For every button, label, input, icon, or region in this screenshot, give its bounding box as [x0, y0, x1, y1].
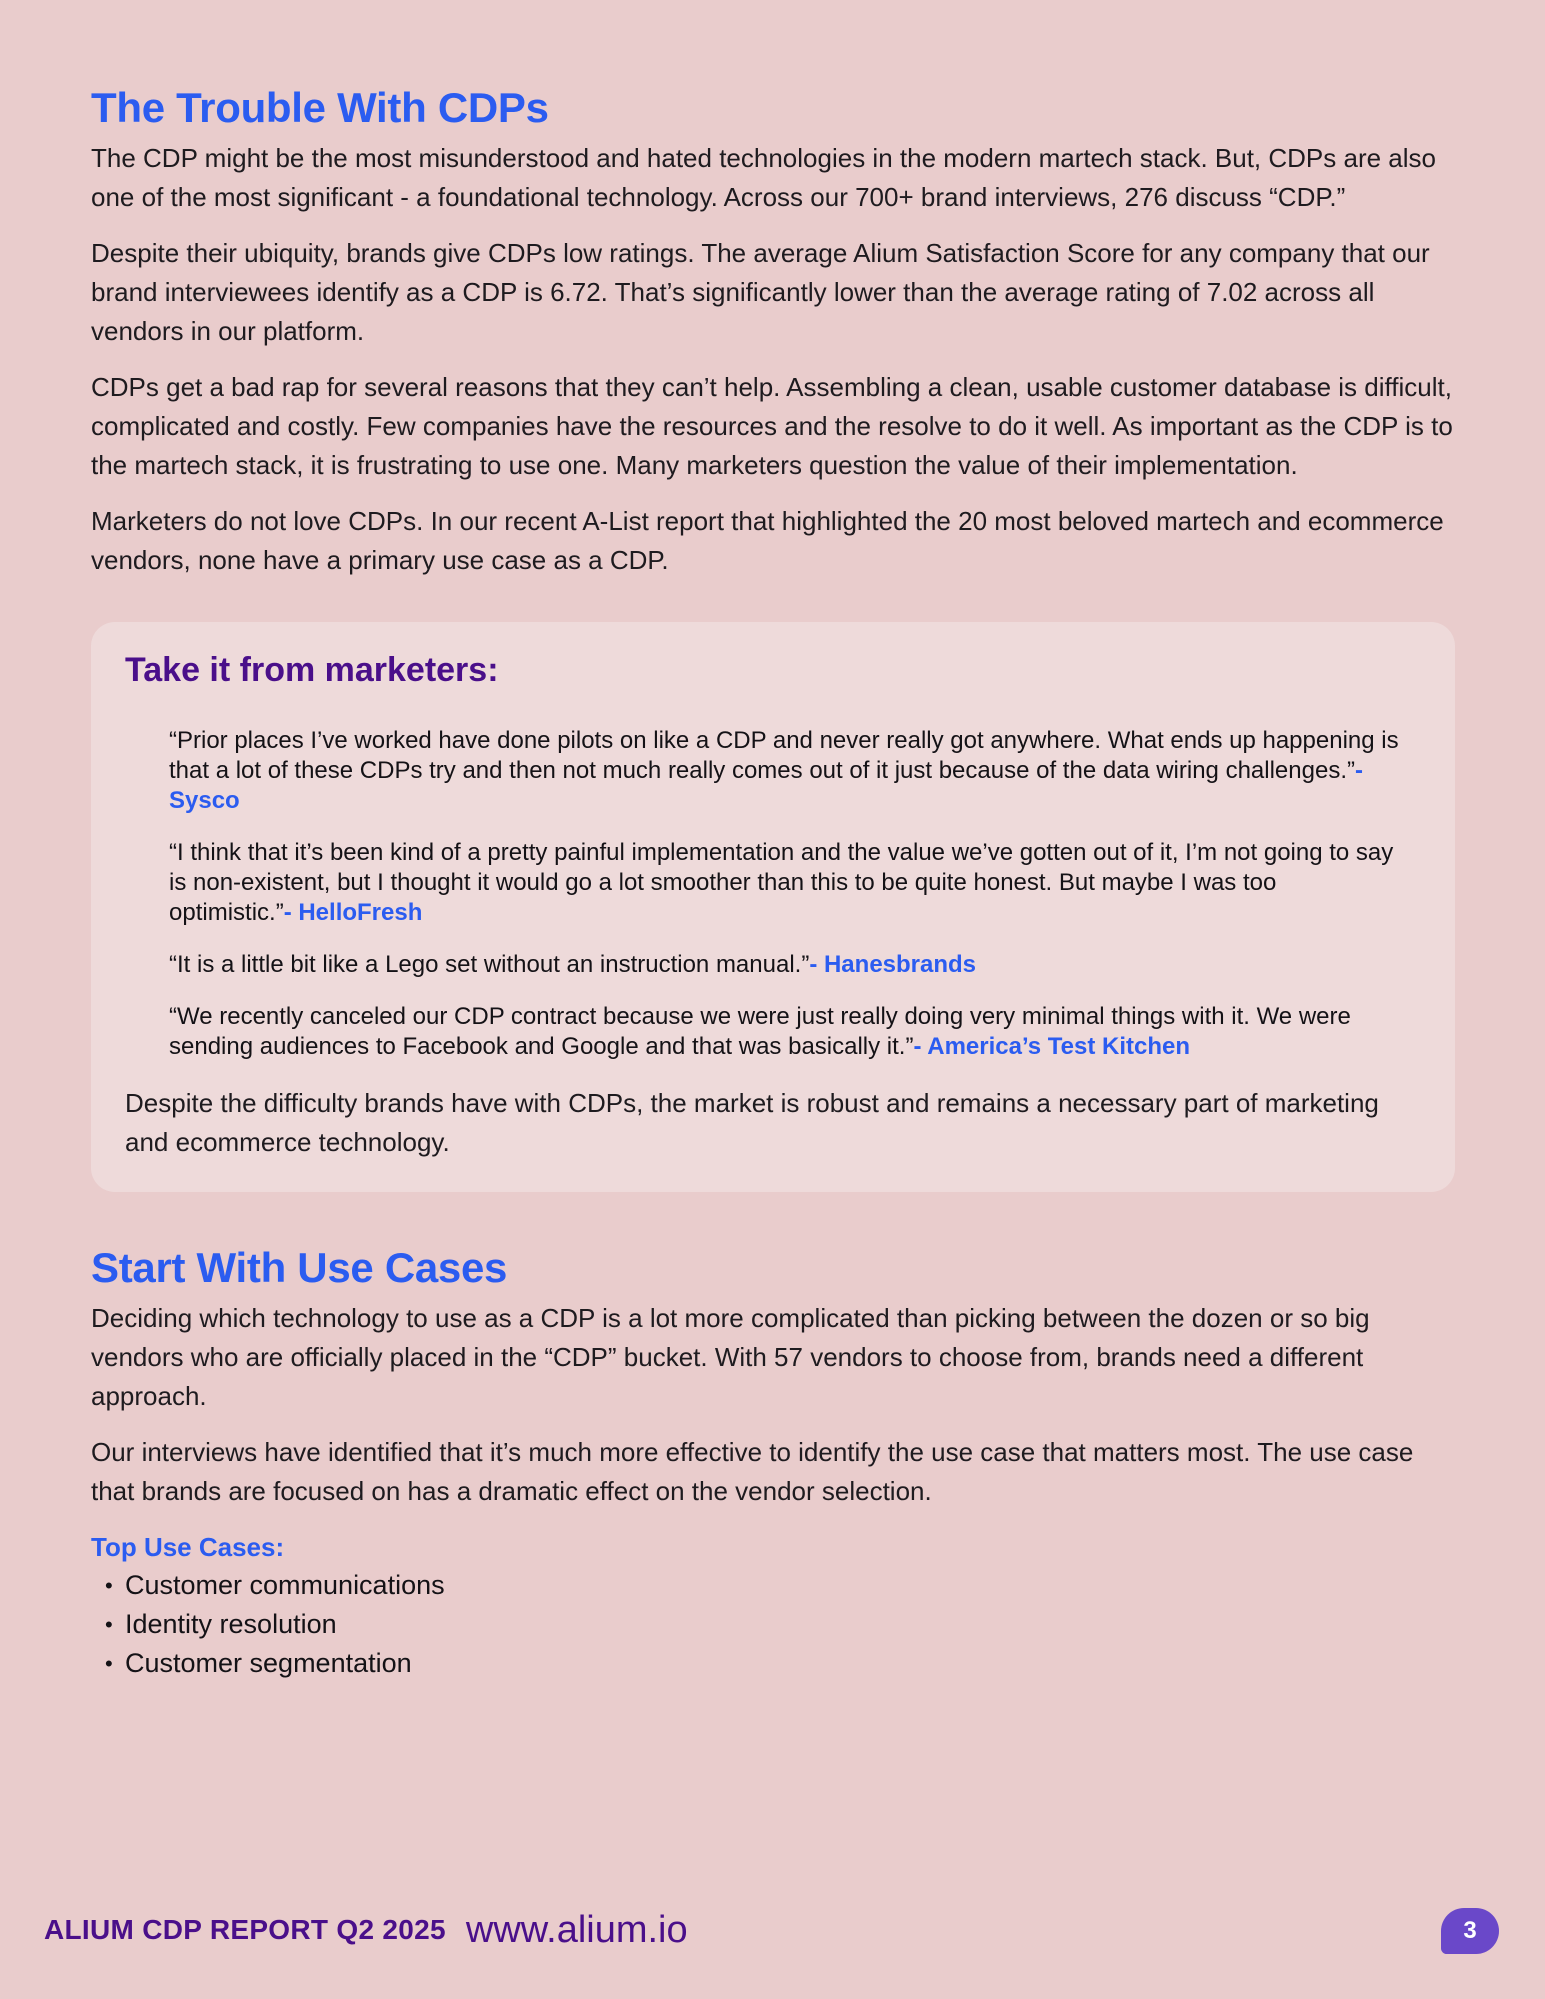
- section-heading: The Trouble With CDPs: [91, 84, 549, 131]
- report-title: ALIUM CDP REPORT Q2 2025: [44, 1914, 446, 1945]
- page-footer: [44, 1900, 1499, 1960]
- quote-text: “We recently canceled our CDP contract because we were just really doing very minimal things with it. We were sending audiences to Facebook and Google and that was basically it.”: [169, 1003, 1351, 1060]
- quote-source: - Hanesbrands: [809, 951, 977, 978]
- body-paragraph: Our interviews have identified that it’s much more effective to identify the use case that matters most. The use case that brands are focused on has a dramatic effect on the vendor selection.: [91, 1437, 1414, 1506]
- callout-closing-paragraph: Despite the difficulty brands have with CDPs, the market is robust and remains a necessary part of marketing and ecommerce technology.: [125, 1088, 1379, 1157]
- section-start-with-use-cases: [91, 1240, 1455, 1683]
- list-item: [91, 1605, 1455, 1644]
- body-paragraph: Deciding which technology to use as a CDP is a lot more complicated than picking between the dozen or so big vendors who are officially placed in the “CDP” bucket. With 57 vendors to choose from, brands need a different approach.: [91, 1303, 1370, 1411]
- quote-text: “I think that it’s been kind of a pretty painful implementation and the value we’ve gotten out of it, I’m not going to say is non-existent, but I thought it would go a lot smoother than this to be quite honest. But maybe I was too optimistic.”: [169, 839, 1394, 926]
- list-item-text: Customer segmentation: [125, 1648, 412, 1678]
- quote-source: - America’s Test Kitchen: [913, 1033, 1190, 1060]
- bullet-icon: •: [105, 1651, 113, 1676]
- use-cases-list: [91, 1566, 1455, 1683]
- document-page: [91, 80, 1455, 1683]
- quote: [169, 726, 1401, 816]
- body-paragraph: CDPs get a bad rap for several reasons that they can’t help. Assembling a clean, usable customer database is difficult, complicated and costly. Few companies have the resources and the resolve to do it well. As important as the CDP is to the martech stack, it is frustrating to use one. Many marketers question the value of their implementation.: [91, 372, 1453, 480]
- body-paragraph: Marketers do not love CDPs. In our recent A-List report that highlighted the 20 most beloved martech and ecommerce vendors, none have a primary use case as a CDP.: [91, 506, 1444, 575]
- bullet-icon: •: [105, 1573, 113, 1598]
- callout-heading: Take it from marketers:: [125, 651, 499, 689]
- quote-source: - Sysco: [169, 757, 1363, 814]
- quote-source: - HelloFresh: [283, 899, 423, 926]
- quote-list: [125, 726, 1421, 1062]
- page-number-badge: 3: [1441, 1908, 1499, 1954]
- website-link[interactable]: www.alium.io: [465, 1908, 688, 1951]
- list-item-text: Identity resolution: [125, 1609, 337, 1639]
- section-trouble-with-cdps: [91, 80, 1455, 580]
- body-paragraph: The CDP might be the most misunderstood and hated technologies in the modern martech stack. But, CDPs are also one of the most significant - a foundational technology. Across our 700+ brand interviews, 276 discuss “CDP.”: [91, 143, 1436, 212]
- quote: [169, 950, 1401, 980]
- list-item: [91, 1566, 1455, 1605]
- quote: [169, 1002, 1401, 1062]
- marketer-quotes-callout: [91, 622, 1455, 1192]
- list-item: [91, 1644, 1455, 1683]
- quote: [169, 838, 1401, 928]
- quote-text: “It is a little bit like a Lego set without an instruction manual.”: [169, 951, 810, 978]
- use-cases-list-title: Top Use Cases:: [91, 1532, 285, 1562]
- quote-text: “Prior places I’ve worked have done pilots on like a CDP and never really got anywhere. What ends up happening is that a lot of these CDPs try and then not much really comes out of it just because of the data wiring challenges.”: [169, 727, 1399, 784]
- section-heading: Start With Use Cases: [91, 1244, 508, 1291]
- bullet-icon: •: [105, 1612, 113, 1637]
- list-item-text: Customer communications: [125, 1570, 445, 1600]
- body-paragraph: Despite their ubiquity, brands give CDPs low ratings. The average Alium Satisfaction Score for any company that our brand interviewees identify as a CDP is 6.72. That’s significantly lower than the average rating of 7.02 across all vendors in our platform.: [91, 238, 1430, 346]
